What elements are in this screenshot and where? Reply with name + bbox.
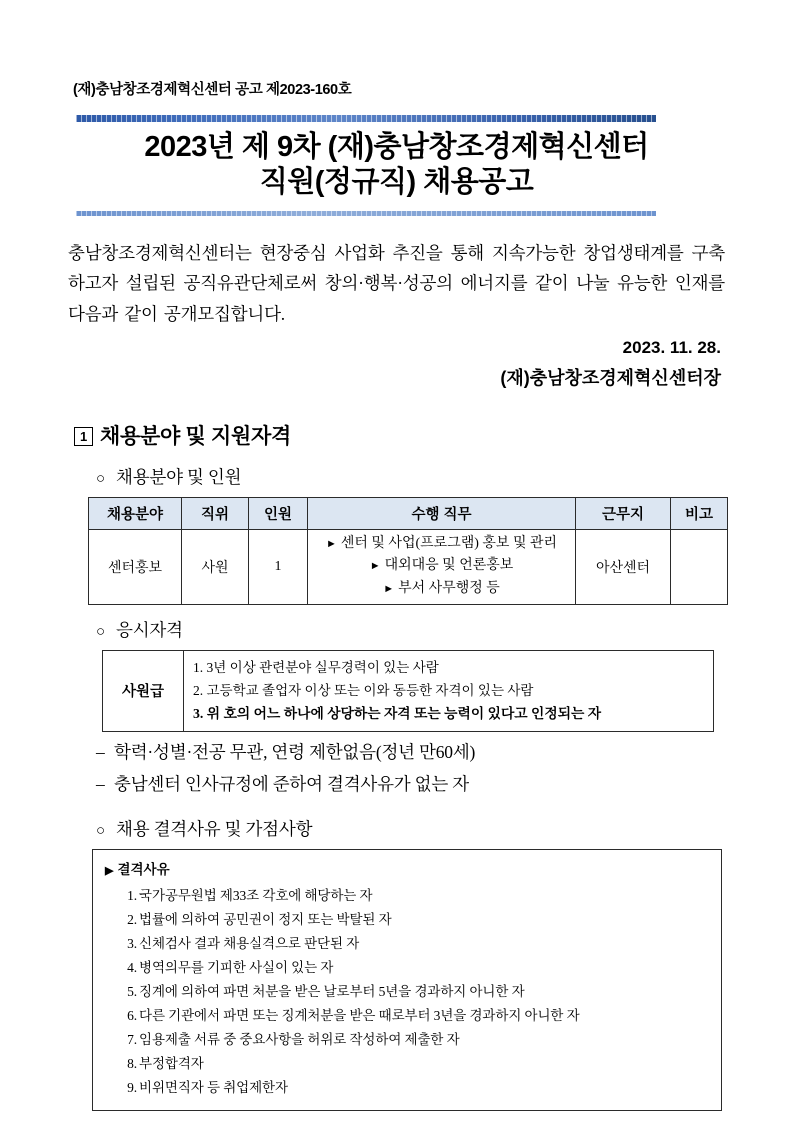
table-row <box>89 529 728 604</box>
duty-item <box>312 555 571 578</box>
section-number: 1 <box>74 427 93 446</box>
th-position: 직위 <box>182 497 249 529</box>
qualification-item: 1. 3년 이상 관련분야 실무경력이 있는 사람 <box>193 659 439 675</box>
cell-qualification-items <box>184 650 714 731</box>
disqualification-list <box>105 884 709 1100</box>
list-item-text: 법률에 의하여 공민권이 정지 또는 박탈된 자 <box>139 911 392 927</box>
recruitment-table <box>88 497 728 605</box>
section-1-heading <box>74 420 727 450</box>
th-field: 채용분야 <box>89 497 182 529</box>
th-note: 비고 <box>671 497 728 529</box>
list-item-number: 5. <box>127 983 137 999</box>
list-item <box>121 1076 709 1100</box>
list-item <box>121 956 709 980</box>
cell-note <box>671 529 728 604</box>
list-item <box>121 980 709 1004</box>
cell-position: 사원 <box>182 529 249 604</box>
dash-bullet-icon: – <box>96 741 105 762</box>
intro-paragraph: 충남창조경제혁신센터는 현장중심 사업화 추진을 통해 지속가능한 창업생태계를 구축하고자 설립된 공직유관단체로써 창의·행복·성공의 에너지를 같이 나눌 유능한 인재를 다음과 같이 공개모집합니다. <box>68 242 725 324</box>
cell-qualification-label: 사원급 <box>103 650 184 731</box>
dash-bullet-icon: – <box>96 773 105 794</box>
duty-item <box>312 578 571 601</box>
list-item-text: 국가공무원법 제33조 각호에 해당하는 자 <box>139 887 373 903</box>
title-block <box>66 115 727 216</box>
dash-item-no-disqualification <box>96 771 727 796</box>
list-item-text: 비위면직자 등 취업제한자 <box>139 1079 288 1095</box>
list-item-number: 1. <box>127 887 137 903</box>
th-location: 근무지 <box>576 497 671 529</box>
list-item <box>121 1004 709 1028</box>
list-item-number: 9. <box>127 1079 137 1095</box>
page-title: 2023년 제 9차 (재)충남창조경제혁신센터 직원(정규직) 채용공고 <box>144 131 649 199</box>
list-item <box>121 1052 709 1076</box>
list-item-text: 신체검사 결과 채용실격으로 판단된 자 <box>139 935 360 951</box>
cell-location: 아산센터 <box>576 529 671 604</box>
notice-date: 2023. 11. 28. <box>622 337 721 357</box>
arrow-icon: ▶ <box>105 864 114 877</box>
list-item-number: 8. <box>127 1055 137 1071</box>
list-item <box>121 932 709 956</box>
dash-item-text: 학력·성별·전공 무관, 연령 제한없음(정년 만60세) <box>114 741 476 762</box>
th-count: 인원 <box>249 497 308 529</box>
cell-count: 1 <box>249 529 308 604</box>
table-row <box>103 650 714 731</box>
section-1-title: 채용분야 및 지원자격 <box>100 424 291 448</box>
dash-item-education <box>96 739 727 764</box>
duty-text: 부서 사무행정 등 <box>398 580 500 596</box>
circle-bullet-icon: ○ <box>96 623 105 640</box>
cell-field: 센터홍보 <box>89 529 182 604</box>
list-item-number: 2. <box>127 911 137 927</box>
circle-bullet-icon: ○ <box>96 470 105 487</box>
qualification-item: 3. 위 호의 어느 하나에 상당하는 자격 또는 능력이 있다고 인정되는 자 <box>193 706 602 722</box>
notice-number: (재)충남창조경제혁신센터 공고 제2023-160호 <box>73 82 352 98</box>
qualification-table <box>102 650 714 732</box>
cell-duties <box>308 529 576 604</box>
arrow-icon: ► <box>325 537 337 550</box>
list-item-number: 6. <box>127 1007 137 1023</box>
subsection-recruit-field-label: 채용분야 및 인원 <box>116 466 242 487</box>
list-item-text: 병역의무를 기피한 사실이 있는 자 <box>139 959 334 975</box>
disqualification-box-title <box>105 858 709 882</box>
duty-item <box>312 533 571 556</box>
list-item-text: 징계에 의하여 파면 처분을 받은 날로부터 5년을 경과하지 아니한 자 <box>139 983 525 999</box>
arrow-icon: ► <box>369 560 381 573</box>
list-item <box>121 908 709 932</box>
dash-item-text: 충남센터 인사규정에 준하여 결격사유가 없는 자 <box>114 773 469 794</box>
list-item <box>121 1028 709 1052</box>
disqualification-title-text: 결격사유 <box>117 861 170 877</box>
subsection-disqualification <box>96 816 727 841</box>
qualification-item: 2. 고등학교 졸업자 이상 또는 이와 동등한 자격이 있는 사람 <box>193 682 534 698</box>
issuing-organization: (재)충남창조경제혁신센터장 <box>500 367 721 388</box>
list-item <box>121 884 709 908</box>
duty-text: 대외대응 및 언론홍보 <box>384 558 514 574</box>
arrow-icon: ► <box>383 582 395 595</box>
subsection-recruit-field <box>96 464 727 489</box>
title-rule-top <box>76 115 656 122</box>
list-item-text: 임용제출 서류 중 중요사항을 허위로 작성하여 제출한 자 <box>139 1031 460 1047</box>
table-header-row <box>89 497 728 529</box>
duty-text: 센터 및 사업(프로그램) 홍보 및 관리 <box>340 535 558 551</box>
subsection-disqualification-label: 채용 결격사유 및 가점사항 <box>116 818 313 839</box>
list-item-text: 부정합격자 <box>139 1055 204 1071</box>
circle-bullet-icon: ○ <box>96 822 105 839</box>
list-item-number: 3. <box>127 935 137 951</box>
th-duties: 수행 직무 <box>308 497 576 529</box>
subsection-qualification-label: 응시자격 <box>116 619 183 640</box>
list-item-text: 다른 기관에서 파면 또는 징계처분을 받은 때로부터 3년을 경과하지 아니한 자 <box>139 1007 580 1023</box>
list-item-number: 7. <box>127 1031 137 1047</box>
subsection-qualification <box>96 617 727 642</box>
disqualification-box <box>92 849 722 1111</box>
title-rule-bottom <box>76 211 656 216</box>
list-item-number: 4. <box>127 959 137 975</box>
